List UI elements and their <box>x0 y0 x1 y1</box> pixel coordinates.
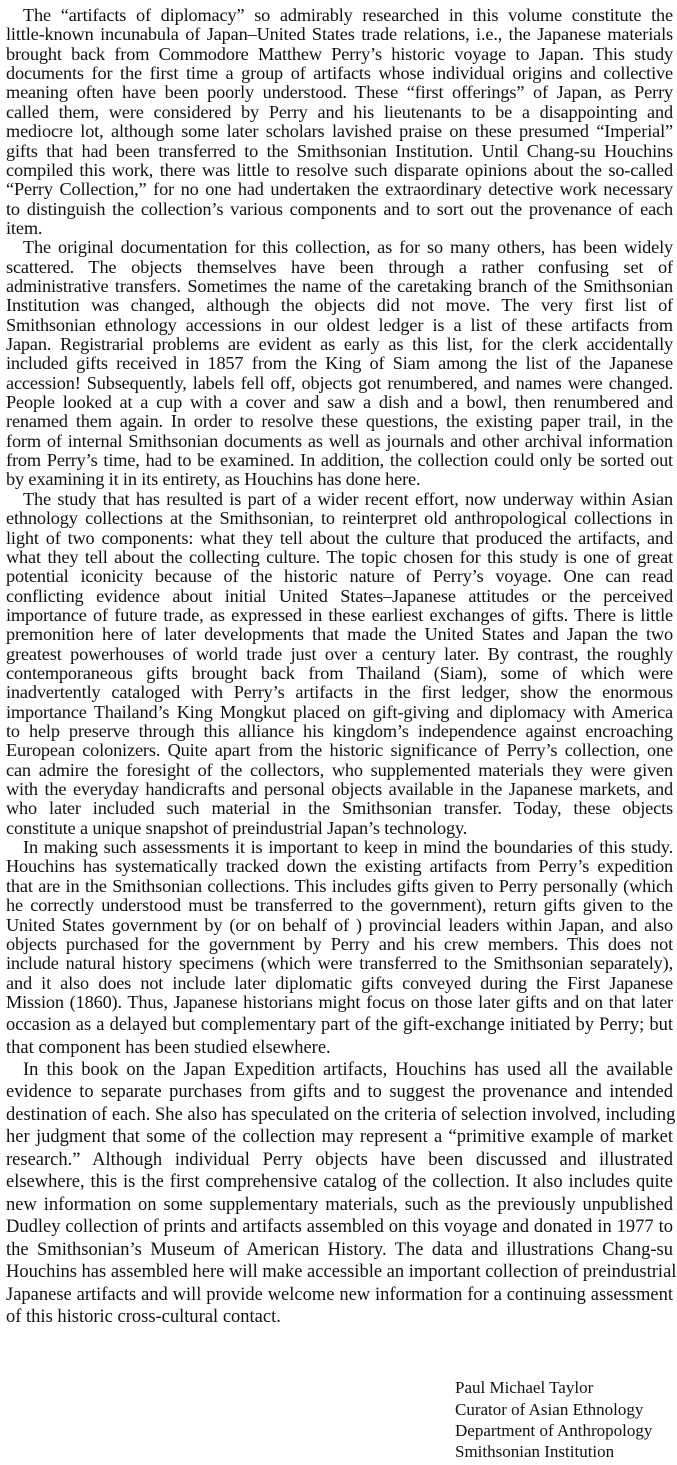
text-line: conflicting evidence about initial United States–Japanese attitudes or the perceived <box>6 585 673 606</box>
text-line: that are in the Smithsonian collections. This includes gifts given to Perry personally (which <box>6 875 673 896</box>
text-line: importance of future trade, as expressed in these earliest exchanges of gifts. There is little <box>6 604 673 625</box>
text-line: Smithsonian ethnology accessions in our oldest ledger is a list of these artifacts from <box>6 314 673 335</box>
text-line: accession! Subsequently, labels fell off, objects got renumbered, and names were changed. <box>6 372 673 393</box>
signature-department: Department of Anthropology <box>455 1421 653 1440</box>
text-line: In this book on the Japan Expedition artifacts, Houchins has used all the available <box>23 1059 673 1080</box>
text-line: contemporaneous gifts brought back from Thailand (Siam), some of which were <box>6 662 673 683</box>
text-line: light of two components: what they tell about the culture that produced the artifacts, and <box>6 527 673 548</box>
text-line: inadvertently cataloged with Perry’s artifacts in the first ledger, show the enormous <box>6 682 673 703</box>
text-line: Dudley collection of prints and artifacts assembled on this voyage and donated in 1977 to <box>6 1217 673 1238</box>
text-line: what they tell about the collecting culture. The topic chosen for this study is one of great <box>6 546 673 567</box>
text-line: The study that has resulted is part of a wider recent effort, now underway within Asian <box>23 488 673 509</box>
text-line: form of internal Smithsonian documents as well as journals and other archival information <box>6 430 673 451</box>
text-line: Houchins has systematically tracked down the existing artifacts from Perry’s expedition <box>6 856 673 877</box>
text-line: People looked at a cup with a cover and saw a dish and a bowl, then renumbered and <box>6 392 673 412</box>
text-line: “Perry Collection,” for no one had undertaken the extraordinary detective work necessary <box>6 179 673 200</box>
text-line: of this historic cross-cultural contact. <box>6 1307 281 1327</box>
text-line: that component has been studied elsewhere. <box>6 1037 331 1058</box>
text-line: to distinguish the collection’s various components and to sort out the provenance of each <box>6 198 673 219</box>
text-line: Houchins has assembled here will make accessible an important collection of preindustrial <box>6 1262 677 1283</box>
text-line: compiled this work, there was little to resolve such disparate opinions about the so-called <box>6 159 673 180</box>
text-line: item. <box>6 217 43 238</box>
text-line: In making such assessments it is important to keep in mind the boundaries of this study. <box>23 837 673 858</box>
text-line: little-known incunabula of Japan–United States trade relations, i.e., the Japanese materials <box>6 24 673 45</box>
text-line: who later included such material in the Smithsonian transfer. Today, these objects <box>6 798 673 819</box>
text-line: included gifts received in 1857 from the King of Siam among the list of the Japanese <box>6 353 673 374</box>
text-line: importance Thailand’s King Mongkut placed on gift-giving and diplomacy with America <box>6 701 673 722</box>
text-line: renamed them again. In order to resolve these questions, the existing paper trail, in the <box>6 411 673 432</box>
text-line: by examining it in its entirety, as Houchins has done here. <box>6 469 421 490</box>
text-line: her judgment that some of the collection may represent a “primitive example of market <box>6 1127 673 1148</box>
text-line: new information on some supplementary materials, such as the previously unpublished <box>6 1194 673 1215</box>
text-line: United States government by (or on behalf of ) provincial leaders within Japan, and also <box>6 914 673 935</box>
text-line: The original documentation for this collection, as for so many others, has been widely <box>23 237 673 258</box>
text-line: called them, were considered by Perry and his lieutenants to be a disappointing and <box>6 101 673 122</box>
signature-institution: Smithsonian Institution <box>455 1442 615 1461</box>
text-line: with the everyday handicrafts and personal objects available in the Japanese markets, and <box>6 779 673 799</box>
text-line: mediocre lot, although some later scholars lavished praise on these presumed “Imperial” <box>6 121 673 142</box>
text-line: objects purchased for the government by Perry and his crew members. This does not <box>6 933 673 954</box>
text-line: and it also does not include later diplomatic gifts conveyed during the First Japanese <box>6 972 673 993</box>
text-line: Japanese artifacts and will provide welcome new information for a continuing assessment <box>6 1284 673 1305</box>
text-line: meaning often have been poorly understood. These “first offerings” of Japan, as Perry <box>6 82 673 103</box>
text-line: evidence to separate purchases from gifts and to suggest the provenance and intended <box>6 1082 673 1103</box>
signature-name: Paul Michael Taylor <box>455 1378 594 1397</box>
text-line: from Perry’s time, had to be examined. In addition, the collection could only be sorted out <box>6 450 673 471</box>
text-line: greatest powerhouses of world trade just over a century later. By contrast, the roughly <box>6 643 673 664</box>
text-line: include natural history specimens (which were transferred to the Smithsonian separately), <box>6 953 673 974</box>
text-line: European colonizers. Quite apart from the historic significance of Perry’s collection, one <box>6 740 673 761</box>
text-line: Institution was changed, although the objects did not move. The very first list of <box>6 295 673 316</box>
text-line: Japan. Registrarial problems are evident as early as this list, for the clerk accidentally <box>6 334 673 354</box>
text-line: scattered. The objects themselves have been through a rather confusing set of <box>6 256 673 277</box>
text-line: the Smithsonian’s Museum of American History. The data and illustrations Chang-su <box>6 1239 673 1260</box>
text-line: can admire the foresight of the collectors, who supplemented materials they were given <box>6 759 673 780</box>
text-line: ethnology collections at the Smithsonian, to reinterpret old anthropological collections in <box>6 508 673 529</box>
text-line: administrative transfers. Sometimes the name of the caretaking branch of the Smithsonian <box>6 275 673 296</box>
text-line: destination of each. She also has speculated on the criteria of selection involved, including <box>6 1104 676 1125</box>
text-line: potential iconicity because of the historic nature of Perry’s voyage. One can read <box>6 566 673 587</box>
text-line: constitute a unique snapshot of preindustrial Japan’s technology. <box>6 817 468 838</box>
text-line: he correctly understood must be transferred to the government), return gifts given to the <box>6 895 673 916</box>
text-line: brought back from Commodore Matthew Perry’s historic voyage to Japan. This study <box>6 43 673 64</box>
text-line: occasion as a delayed but complementary part of the gift-exchange initiated by Perry; but <box>6 1015 673 1035</box>
text-line: The “artifacts of diplomacy” so admirably researched in this volume constitute the <box>23 5 673 25</box>
text-line: to help preserve through this alliance his kingdom’s independence against encroaching <box>6 721 673 741</box>
signature-title: Curator of Asian Ethnology <box>455 1400 644 1419</box>
text-line: premonition here of later developments that made the United States and Japan the two <box>6 624 673 645</box>
text-line: research.” Although individual Perry objects have been discussed and illustrated <box>6 1149 673 1170</box>
text-line: gifts that had been transferred to the Smithsonian Institution. Until Chang-su Houchins <box>6 140 673 161</box>
text-line: documents for the first time a group of artifacts whose individual origins and collective <box>6 63 673 84</box>
text-line: elsewhere, this is the first comprehensive catalog of the collection. It also includes quite <box>6 1172 673 1193</box>
text-line: Mission (1860). Thus, Japanese historians might focus on those later gifts and on that later <box>6 991 673 1012</box>
